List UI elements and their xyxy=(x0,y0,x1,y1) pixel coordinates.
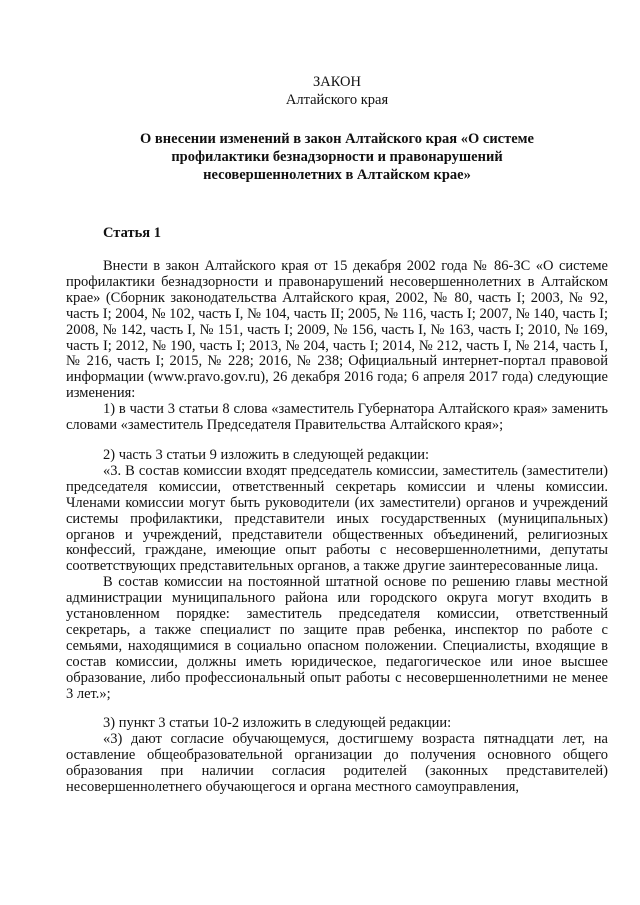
paragraph-intro: Внести в закон Алтайского края от 15 декабря 2002 года № 86-ЗС «О системе профилактики безнадзорности и правонарушений несовершеннолетних в Алтайском крае» (Сборник законодательства Алтайского края, 2002, № 80, часть I; 2003, № 92, часть I; 2004, № 102, часть I, № 104, часть II; 2005, № 116, часть I; 2007, № 140, часть I; 2008, № 142, часть I, № 151, часть I; 2009, № 156, часть I, № 163, часть I; 2010, № 169, часть I; 2012, № 190, часть I; 2013, № 204, часть I; 2014, № 212, часть I, № 214, часть I, № 216, часть I; 2015, № 228; 2016, № 238; Официальный интернет-портал правовой информации (www.pravo.gov.ru), 26 декабря 2016 года; 6 апреля 2017 года) следующие изменения: xyxy=(66,258,608,402)
document-body xyxy=(66,73,608,796)
paragraph-item-1: 1) в части 3 статьи 8 слова «заместитель Губернатора Алтайского края» заменить словами «заместитель Председателя Правительства Алтайского края»; xyxy=(66,401,608,434)
paragraph-quote-part-3: «3. В состав комиссии входят председатель комиссии, заместитель (заместители) председателя комиссии, ответственный секретарь комиссии и члены комиссии. Членами комиссии могут быть руководители (их заместители) органов и учреждений системы профилактики, представители иных государственных (муниципальных) органов и учреждений, представители общественных объединений, религиозных конфессий, граждане, имеющие опыт работы с несовершеннолетними, депутаты соответствующих представительных органов, а также другие заинтересованные лица. xyxy=(66,462,608,575)
document-region: Алтайского края xyxy=(285,92,389,108)
document-title: ЗАКОН xyxy=(313,74,361,90)
article-label: Статья 1 xyxy=(103,225,161,241)
paragraph-staff-composition: В состав комиссии на постоянной штатной основе по решению главы местной администрации муниципального района или городского округа могут входить в установленном порядке: заместитель председателя комиссии, ответственный секретарь, а также специалист по защите прав ребенка, инспектор по работе с семьями, находящимися в социально опасном положении. Специалисты, входящие в состав комиссии, должны иметь юридическое, педагогическое или иное высшее образование, либо профессиональный опыт работы с несовершеннолетними не менее 3 лет.»; xyxy=(66,574,608,702)
paragraph-item-2: 2) часть 3 статьи 9 изложить в следующей редакции: xyxy=(103,446,429,463)
paragraph-quote-point-3: «3) дают согласие обучающемуся, достигшему возраста пятнадцати лет, на оставление общеобразовательной организации до получения основного общего образования при наличии согласия родителей (законных представителей) несовершеннолетнего обучающегося и органа местного самоуправления, xyxy=(66,731,608,796)
document-heading: О внесении изменений в закон Алтайского края «О системе профилактики безнадзорности и правонарушений несовершеннолетних в Алтайском крае» xyxy=(140,131,534,183)
paragraph-item-3: 3) пункт 3 статьи 10-2 изложить в следующей редакции: xyxy=(103,715,452,732)
